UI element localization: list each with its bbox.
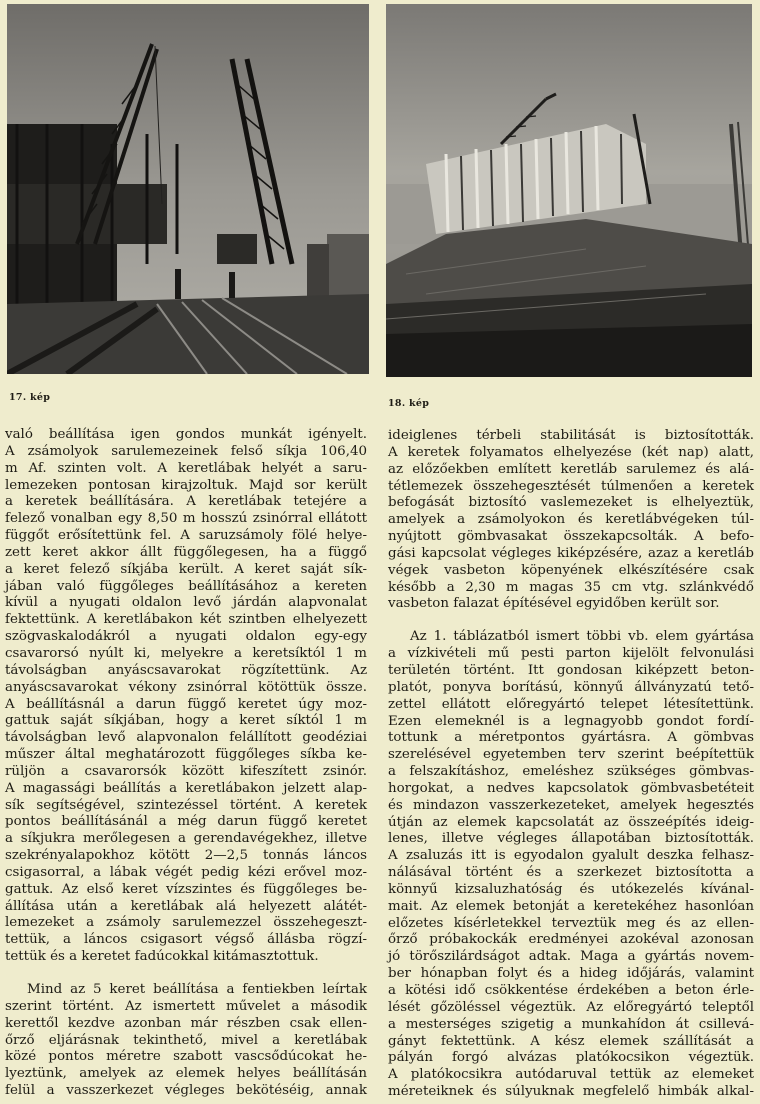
text-line: gattuk saját síkjában, hogy a keret síktól 1 m: [5, 713, 367, 729]
text-line: szögvaskalodákról a nyugati oldalon egy-egy: [5, 629, 367, 645]
text-line: lését gőzöléssel végeztük. Az előregyártó teleptől: [388, 999, 754, 1015]
text-line: Ezen elemeknél is a legnagyobb gondot fordí-: [388, 713, 754, 729]
text-line: jában való függőleges beállításához a kereten: [5, 578, 367, 594]
text-line: állítása után a keretlábak alá helyezett alátét-: [5, 898, 367, 914]
text-line: az előzőekben említett keretláb sarulemez és alá-: [388, 461, 754, 477]
text-line: tettük és a keretet fadúcokkal kitámasztottuk.: [5, 949, 319, 965]
text-line: horgokat, a nedves kapcsolatok gömbvasbetéteit: [388, 780, 754, 796]
text-line: felül a vasszerkezet végleges bekötéséig, annak: [5, 1083, 367, 1099]
text-line: lyeztünk, amelyek az elemek helyes beállításán: [5, 1066, 367, 1082]
text-line: zettel ellátott előregyártó telepet létesítettünk.: [388, 696, 754, 712]
text-line: amelyek a zsámolyokon és keretlábvégeken túl-: [388, 512, 754, 528]
text-line: kívül a nyugati oldalon levő járdán alapvonalat: [5, 595, 367, 611]
text-line: felező vonalban egy 8,50 m hosszú zsinórral ellátott: [5, 511, 367, 527]
figure-18-caption: 18. kép: [388, 398, 430, 409]
text-line: előzetes kísérletekkel terveztük meg és az ellen-: [388, 915, 754, 931]
text-line: nyújtott gömbvasakat összekapcsolták. A befo-: [388, 529, 754, 545]
text-line: vasbeton falazat építésével egyidőben került sor.: [388, 596, 720, 612]
left-paragraph-2: [5, 982, 367, 1100]
text-line: a vízkivételi mű pesti parton kijelölt felvonulási: [388, 646, 754, 662]
text-line: való beállítása igen gondos munkát igényelt.: [5, 427, 367, 442]
text-line: a keret felező síkjába került. A keret saját sík-: [5, 561, 367, 577]
text-line: őrző próbakockák eredményei azokéval azonosan: [388, 932, 754, 948]
text-line: ideiglenes térbeli stabilitását is biztosították.: [388, 428, 754, 443]
text-line: később a 2,30 m magas 35 cm vtg. szlánkvédő: [388, 579, 754, 595]
text-line: a mesterséges szigetig a munkahídon át csillevá-: [388, 1016, 754, 1032]
text-line: tettük, a láncos csigasort végső állásba rögzí-: [5, 932, 367, 948]
text-line: csigasorral, a lábak végét pedig kézi erővel moz-: [5, 864, 367, 880]
text-line: A magassági beállítás a keretlábakon jelzett alap-: [5, 780, 367, 796]
text-line: jó törőszilárdságot adtak. Maga a gyártás novem-: [388, 949, 754, 965]
text-line: a kötési idő csökkentése érdekében a beton érle-: [388, 983, 754, 998]
text-line: gattuk. Az első keret vízszintes és függőleges be-: [5, 881, 367, 897]
text-line: gányt fektettünk. A kész elemek szállítását a: [388, 1033, 754, 1049]
text-line: Mind az 5 keret beállítása a fentiekben leírtak: [27, 982, 367, 997]
text-line: lemezeken pontosan kirajzoltuk. Majd sor került: [5, 477, 367, 493]
text-line: szerint történt. Az ismertett művelet a második: [5, 998, 367, 1014]
text-line: m Af. szinten volt. A keretlábak helyét a saru-: [5, 460, 367, 476]
text-line: anyáscsavarokat vékony zsinórral kötöttük össze.: [5, 679, 367, 695]
text-line: könnyű kizsaluzhatóság és utókezelés kívánal-: [388, 881, 754, 897]
text-line: közé pontos méretre szabott vascsődúcokat he-: [5, 1049, 367, 1065]
text-line: kerettől kezdve azonban már részben csak ellen-: [5, 1015, 367, 1031]
text-line: nálásával történt és a szerkezet biztosította a: [388, 865, 754, 881]
text-line: lenes, illetve végleges állapotában biztosították.: [388, 831, 754, 847]
figure-17-caption: 17. kép: [9, 392, 51, 403]
text-line: A zsámolyok sarulemezeinek felső síkja 106,40: [5, 443, 367, 459]
text-line: a keretek beállítására. A keretlábak tetejére a: [5, 494, 367, 510]
text-line: befogását biztosító vaslemezeket is elhelyeztük,: [388, 495, 754, 511]
text-line: rüljön a csavarorsók között kifeszített zsinór.: [5, 763, 367, 779]
text-line: fektettünk. A keretlábakon két szintben elhelyezett: [5, 612, 367, 628]
text-line: a síkjukra merőlegesen a gerendavégekhez, illetve: [5, 831, 367, 847]
right-paragraph-2: [388, 629, 754, 1101]
text-line: útján az elemek kapcsolatát az összeépítés ideig-: [388, 814, 754, 830]
text-line: sík segítségével, szintezéssel történt. A keretek: [5, 797, 367, 813]
text-line: mait. Az elemek betonját a keretekéhez hasonlóan: [388, 898, 754, 914]
left-text-column: [5, 427, 367, 1100]
text-line: pályán forgó alvázas platókocsikon végeztük.: [388, 1050, 754, 1066]
text-line: szerelésével egyetemben terv szerint beépítettük: [388, 747, 754, 763]
text-line: és mindazon vasszerkezeteket, amelyek hegesztés: [388, 797, 754, 813]
text-line: tottunk a méretpontos gyártásra. A gömbvas: [388, 730, 754, 746]
right-paragraph-1: [388, 428, 754, 613]
text-line: területén történt. Itt gondosan kiképzett beton-: [388, 662, 754, 678]
photo-18-frame-structure: [386, 4, 752, 377]
text-line: Az 1. táblázatból ismert többi vb. elem gyártása: [410, 629, 754, 645]
text-line: A zsaluzás itt is egyodalon gyalult deszka felhasz-: [388, 848, 754, 864]
text-line: zett keret akkor állt függőlegesen, ha a függő: [5, 544, 367, 560]
text-line: távolságban anyáscsavarokat rögzítettünk. Az: [5, 662, 367, 678]
right-text-column: [388, 428, 754, 1101]
photo-17-construction-cranes: [7, 4, 369, 374]
text-line: őrző eljárásnak tekinthető, mivel a keretlábak: [5, 1032, 367, 1048]
text-line: platót, ponyva borítású, könnyű állványzatú tető-: [388, 679, 754, 695]
text-line: A keretek folyamatos elhelyezése (két nap) alatt,: [388, 444, 754, 460]
left-paragraph-1: [5, 427, 367, 966]
text-line: a felszakításhoz, emeléshez szükséges gömbvas-: [388, 764, 754, 780]
text-line: függőt erősítettünk fel. A saruzsámoly fölé helye-: [5, 528, 367, 544]
text-line: pontos beállításánál a még darun függő keretet: [5, 814, 367, 830]
text-line: méreteiknek és súlyuknak megfelelő himbák alkal-: [388, 1084, 754, 1100]
text-line: tétlemezek összehegesztését túlmenően a keretek: [388, 478, 754, 494]
text-line: ber hónapban folyt és a hideg időjárás, valamint: [388, 966, 754, 982]
text-line: szekrényalapokhoz kötött 2—2,5 tonnás láncos: [5, 848, 367, 864]
text-line: távolságban levő alapvonalon felállított geodéziai: [5, 730, 367, 746]
text-line: gási kapcsolat végleges kiképzésére, azaz a keretláb: [388, 545, 754, 561]
text-line: végek vasbeton köpenyének elkészítésére csak: [388, 562, 754, 578]
text-line: lemezeket a zsámoly sarulemezzel összehegeszt-: [5, 915, 367, 931]
text-line: A platókocsikra autódaruval tettük az elemeket: [388, 1067, 754, 1083]
text-line: A beállításnál a darun függő keretet úgy moz-: [5, 696, 367, 712]
text-line: műszer által meghatározott függőleges síkba ke-: [5, 747, 367, 763]
text-line: csavarorsó nyúlt ki, melyekre a keretsíktól 1 m: [5, 645, 367, 661]
